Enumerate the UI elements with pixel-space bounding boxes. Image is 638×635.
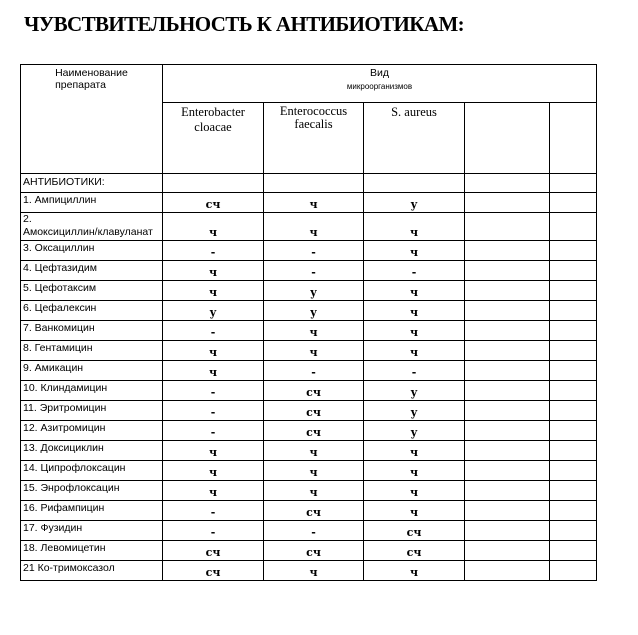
- drug-column-header: [21, 65, 163, 174]
- empty-cell: [465, 241, 550, 261]
- sensitivity-value: ч: [364, 281, 465, 301]
- table-row: [21, 321, 597, 341]
- organism-header-4-empty: [465, 103, 550, 174]
- sensitivity-value: у: [364, 381, 465, 401]
- sensitivity-value: ч: [163, 461, 264, 481]
- organism-1-line2: cloacae: [194, 120, 232, 134]
- drug-name-cell: 1. Ампициллин: [21, 193, 163, 213]
- sensitivity-value: ч: [264, 213, 364, 241]
- sensitivity-value: у: [364, 421, 465, 441]
- sensitivity-value: -: [264, 261, 364, 281]
- drug-name-cell: 15. Энрофлоксацин: [21, 481, 163, 501]
- species-header: [163, 65, 597, 103]
- empty-cell: [550, 521, 597, 541]
- drug-name-cell: 13. Доксициклин: [21, 441, 163, 461]
- table-row: [21, 521, 597, 541]
- table-row: [21, 381, 597, 401]
- drug-name-cell: 11. Эритромицин: [21, 401, 163, 421]
- empty-cell: [465, 461, 550, 481]
- organism-header-1: [163, 103, 264, 174]
- sensitivity-value: сч: [264, 401, 364, 421]
- sensitivity-value: ч: [264, 341, 364, 361]
- drug-name-line1: 2.: [23, 213, 32, 225]
- sensitivity-value: ч: [163, 361, 264, 381]
- table-row: [21, 301, 597, 321]
- empty-cell: [550, 461, 597, 481]
- table-row: [21, 241, 597, 261]
- empty-cell: [550, 421, 597, 441]
- sensitivity-value: ч: [364, 213, 465, 241]
- drug-column-header-line2: препарата: [55, 79, 106, 91]
- empty-cell: [550, 501, 597, 521]
- sensitivity-value: -: [163, 381, 264, 401]
- organism-1-line1: Enterobacter: [181, 105, 245, 119]
- sensitivity-value: сч: [364, 521, 465, 541]
- sensitivity-value: ч: [364, 561, 465, 581]
- table-row: [21, 461, 597, 481]
- empty-cell: [465, 401, 550, 421]
- sensitivity-value: сч: [264, 381, 364, 401]
- sensitivity-value: -: [163, 401, 264, 421]
- drug-name-cell: 4. Цефтазидим: [21, 261, 163, 281]
- sensitivity-table: [20, 64, 597, 581]
- empty-cell: [465, 361, 550, 381]
- species-subtitle: микроорганизмов: [346, 82, 413, 91]
- empty-cell: [465, 521, 550, 541]
- empty-cell: [465, 321, 550, 341]
- organism-2-line1: Enterococcus: [279, 104, 348, 118]
- table-row: [21, 213, 597, 241]
- sensitivity-value: ч: [163, 481, 264, 501]
- sensitivity-value: ч: [264, 321, 364, 341]
- empty-cell: [465, 213, 550, 241]
- empty-cell: [465, 281, 550, 301]
- empty-cell: [550, 301, 597, 321]
- sensitivity-value: ч: [163, 441, 264, 461]
- table-row: [21, 281, 597, 301]
- drug-name-cell: 3. Оксациллин: [21, 241, 163, 261]
- sensitivity-value: -: [264, 521, 364, 541]
- sensitivity-value: -: [163, 501, 264, 521]
- sensitivity-value: -: [163, 521, 264, 541]
- organism-2-line2: faecalis: [294, 117, 333, 131]
- sensitivity-value: сч: [264, 501, 364, 521]
- organism-header-3: [364, 103, 465, 174]
- empty-cell: [550, 401, 597, 421]
- drug-name-cell: 9. Амикацин: [21, 361, 163, 381]
- table-row: [21, 481, 597, 501]
- table-row: [21, 541, 597, 561]
- empty-cell: [465, 261, 550, 281]
- drug-name-cell: 16. Рифампицин: [21, 501, 163, 521]
- species-title: Вид: [370, 67, 390, 79]
- sensitivity-value: ч: [364, 461, 465, 481]
- sensitivity-value: у: [364, 193, 465, 213]
- sensitivity-value: сч: [264, 541, 364, 561]
- sensitivity-value: ч: [264, 461, 364, 481]
- document-title: ЧУВСТВИТЕЛЬНОСТЬ К АНТИБИОТИКАМ:: [24, 12, 465, 36]
- organism-3-line1: S. aureus: [391, 105, 437, 119]
- section-label: АНТИБИОТИКИ:: [21, 174, 163, 193]
- drug-name-line2: Амоксициллин/клавуланат: [23, 226, 153, 238]
- empty-cell: [465, 501, 550, 521]
- table-row: [21, 361, 597, 381]
- sensitivity-value: ч: [163, 213, 264, 241]
- empty-cell: [163, 174, 264, 193]
- sensitivity-value: ч: [364, 321, 465, 341]
- empty-cell: [550, 213, 597, 241]
- drug-name-cell: 17. Фузидин: [21, 521, 163, 541]
- drug-name-cell: 14. Ципрофлоксацин: [21, 461, 163, 481]
- drug-name-cell: 21 Ко-тримоксазол: [21, 561, 163, 581]
- empty-cell: [465, 481, 550, 501]
- empty-cell: [550, 361, 597, 381]
- table-row: [21, 441, 597, 461]
- drug-name-cell: 7. Ванкомицин: [21, 321, 163, 341]
- sensitivity-value: у: [264, 281, 364, 301]
- sensitivity-value: ч: [364, 301, 465, 321]
- drug-name-cell: 18. Левомицетин: [21, 541, 163, 561]
- empty-cell: [550, 561, 597, 581]
- drug-name-cell: 8. Гентамицин: [21, 341, 163, 361]
- empty-cell: [550, 281, 597, 301]
- drug-column-header-line1: Наименование: [55, 67, 128, 79]
- empty-cell: [465, 381, 550, 401]
- sensitivity-value: ч: [364, 341, 465, 361]
- empty-cell: [550, 341, 597, 361]
- sensitivity-value: ч: [364, 441, 465, 461]
- empty-cell: [465, 441, 550, 461]
- organism-header-2: [264, 103, 364, 174]
- empty-cell: [550, 481, 597, 501]
- sensitivity-value: -: [163, 421, 264, 441]
- sensitivity-value: ч: [163, 261, 264, 281]
- sensitivity-value: ч: [364, 481, 465, 501]
- sensitivity-value: у: [264, 301, 364, 321]
- empty-cell: [465, 561, 550, 581]
- sensitivity-value: сч: [264, 421, 364, 441]
- table-row: [21, 193, 597, 213]
- empty-cell: [465, 193, 550, 213]
- empty-cell: [550, 193, 597, 213]
- empty-cell: [264, 174, 364, 193]
- sensitivity-value: у: [163, 301, 264, 321]
- sensitivity-value: у: [364, 401, 465, 421]
- empty-cell: [364, 174, 465, 193]
- empty-cell: [550, 441, 597, 461]
- sensitivity-value: -: [163, 241, 264, 261]
- sensitivity-value: ч: [264, 561, 364, 581]
- sensitivity-value: -: [364, 361, 465, 381]
- empty-cell: [465, 301, 550, 321]
- empty-cell: [465, 541, 550, 561]
- sensitivity-value: ч: [163, 281, 264, 301]
- table-row: [21, 561, 597, 581]
- sensitivity-value: сч: [163, 541, 264, 561]
- table-row: [21, 421, 597, 441]
- empty-cell: [550, 321, 597, 341]
- drug-name-cell: 12. Азитромицин: [21, 421, 163, 441]
- sensitivity-value: -: [264, 241, 364, 261]
- table-row: [21, 261, 597, 281]
- sensitivity-value: ч: [364, 501, 465, 521]
- sensitivity-value: -: [163, 321, 264, 341]
- table-row: [21, 501, 597, 521]
- empty-cell: [465, 341, 550, 361]
- drug-name-cell: [21, 213, 163, 241]
- sensitivity-value: ч: [364, 241, 465, 261]
- sensitivity-value: сч: [364, 541, 465, 561]
- drug-name-cell: 5. Цефотаксим: [21, 281, 163, 301]
- empty-cell: [550, 541, 597, 561]
- sensitivity-value: ч: [264, 441, 364, 461]
- table-row: [21, 401, 597, 421]
- sensitivity-value: сч: [163, 193, 264, 213]
- empty-cell: [550, 261, 597, 281]
- drug-name-cell: 10. Клиндамицин: [21, 381, 163, 401]
- table-row: [21, 341, 597, 361]
- section-row: [21, 174, 597, 193]
- empty-cell: [465, 174, 550, 193]
- organism-header-5-empty: [550, 103, 597, 174]
- header-row-top: [21, 65, 597, 103]
- empty-cell: [550, 241, 597, 261]
- drug-name-cell: 6. Цефалексин: [21, 301, 163, 321]
- sensitivity-value: ч: [264, 193, 364, 213]
- sensitivity-value: сч: [163, 561, 264, 581]
- sensitivity-value: ч: [163, 341, 264, 361]
- sensitivity-value: -: [364, 261, 465, 281]
- empty-cell: [465, 421, 550, 441]
- sensitivity-value: -: [264, 361, 364, 381]
- empty-cell: [550, 174, 597, 193]
- empty-cell: [550, 381, 597, 401]
- sensitivity-value: ч: [264, 481, 364, 501]
